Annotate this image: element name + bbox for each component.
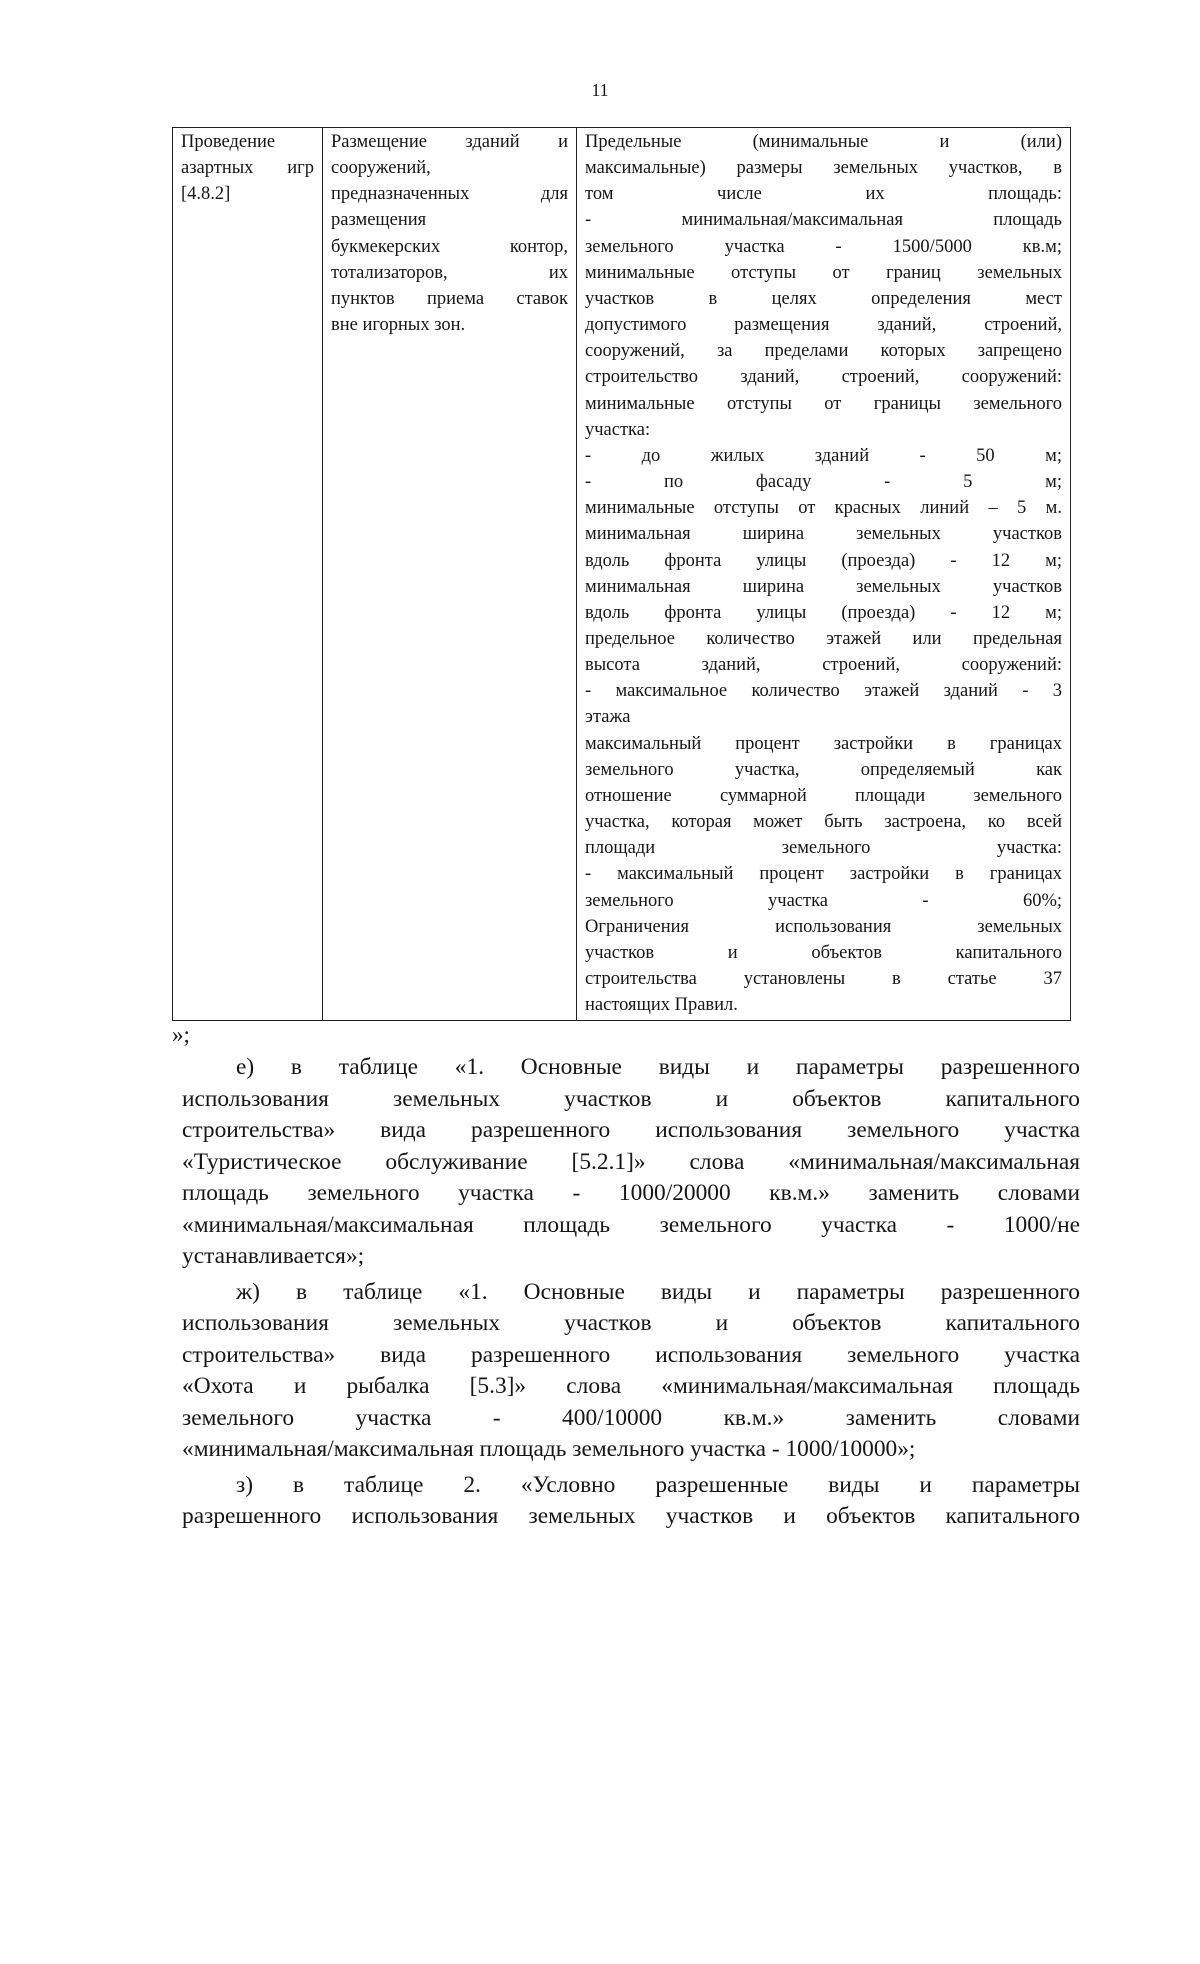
cell-line: строительство зданий, строений, сооружений: bbox=[585, 367, 1062, 388]
cell-line: допустимого размещения зданий, строений, bbox=[585, 315, 1062, 336]
cell-line: том числе их площадь: bbox=[585, 184, 1062, 205]
cell-line: строительства установлены в статье 37 bbox=[585, 969, 1062, 989]
paragraph-line: земельного участка - 400/10000 кв.м.» заменить словами bbox=[182, 1404, 1080, 1431]
cell-line: этажа bbox=[585, 707, 631, 728]
paragraph-line: «Охота и рыбалка [5.3]» слова «минимальная/максимальная площадь bbox=[182, 1373, 1080, 1399]
cell-line: земельного участка, определяемый как bbox=[585, 759, 1062, 780]
table-row bbox=[173, 128, 1071, 1021]
table-cell-use-type bbox=[173, 128, 323, 1021]
paragraph-line: устанавливается»; bbox=[182, 1243, 365, 1269]
cell-line: земельного участка - 1500/5000 кв.м; bbox=[585, 236, 1062, 257]
paragraph-line: использования земельных участков и объектов капитального bbox=[182, 1085, 1080, 1112]
paragraph-zh bbox=[182, 1277, 1080, 1466]
paragraph-line: е) в таблице «1. Основные виды и параметры разрешенного bbox=[236, 1054, 1080, 1080]
cell-line: площади земельного участка: bbox=[585, 838, 1062, 859]
cell-line: максимальный процент застройки в границах bbox=[585, 733, 1062, 754]
cell-line: - минимальная/максимальная площадь bbox=[585, 210, 1062, 231]
table-cell-parameters bbox=[577, 128, 1071, 1021]
description-text bbox=[331, 129, 568, 338]
amendment-body bbox=[182, 1052, 1080, 1537]
cell-line: Предельные (минимальные и (или) bbox=[585, 132, 1062, 152]
table-cell-description bbox=[323, 128, 577, 1021]
cell-line: предназначенных для bbox=[331, 184, 568, 205]
land-use-table bbox=[172, 127, 1071, 1021]
paragraph-line: разрешенного использования земельных участков и объектов капитального bbox=[182, 1503, 1080, 1529]
paragraph-line: «Туристическое обслуживание [5.2.1]» слова «минимальная/максимальная bbox=[182, 1148, 1080, 1175]
paragraph-e bbox=[182, 1052, 1080, 1273]
cell-line: минимальные отступы от границы земельного bbox=[585, 393, 1062, 414]
cell-line: участка: bbox=[585, 419, 651, 440]
cell-line: Ограничения использования земельных bbox=[585, 916, 1062, 937]
cell-line: земельного участка - 60%; bbox=[585, 890, 1062, 911]
paragraph-line: использования земельных участков и объектов капитального bbox=[182, 1310, 1080, 1336]
cell-line: сооружений, bbox=[331, 158, 431, 179]
cell-line: отношение суммарной площади земельного bbox=[585, 785, 1062, 806]
paragraph-line: строительства» вида разрешенного использования земельного участка bbox=[182, 1117, 1080, 1143]
page-number: 11 bbox=[591, 80, 609, 100]
cell-line: минимальная ширина земельных участков bbox=[585, 524, 1062, 545]
cell-line: минимальные отступы от красных линий – 5 м. bbox=[585, 498, 1062, 519]
cell-line: участков и объектов капитального bbox=[585, 942, 1062, 963]
cell-line: сооружений, за пределами которых запрещено bbox=[585, 341, 1062, 362]
paragraph-line: з) в таблице 2. «Условно разрешенные виды и параметры bbox=[236, 1471, 1080, 1498]
cell-line: пунктов приема ставок bbox=[331, 288, 568, 309]
cell-line: участков в целях определения мест bbox=[585, 288, 1062, 309]
cell-line: участка, которая может быть застроена, ко всей bbox=[585, 812, 1062, 833]
cell-line: вдоль фронта улицы (проезда) - 12 м; bbox=[585, 550, 1062, 571]
cell-line: - максимальный процент застройки в границах bbox=[585, 864, 1062, 885]
cell-line: азартных игр bbox=[181, 158, 314, 179]
cell-line: - до жилых зданий - 50 м; bbox=[585, 445, 1062, 466]
cell-line: высота зданий, строений, сооружений: bbox=[585, 655, 1062, 676]
cell-line: предельное количество этажей или предельная bbox=[585, 628, 1062, 649]
paragraph-z bbox=[182, 1470, 1080, 1533]
cell-line: размещения bbox=[331, 210, 427, 231]
paragraph-line: «минимальная/максимальная площадь земельного участка - 1000/не bbox=[182, 1211, 1080, 1238]
cell-line: - по фасаду - 5 м; bbox=[585, 472, 1062, 493]
cell-line: букмекерских контор, bbox=[331, 236, 568, 257]
cell-line: минимальная ширина земельных участков bbox=[585, 576, 1062, 597]
cell-line: Размещение зданий и bbox=[331, 132, 568, 152]
cell-line: Проведение bbox=[181, 132, 276, 152]
use-type-text bbox=[181, 129, 314, 207]
paragraph-line: ж) в таблице «1. Основные виды и параметры разрешенного bbox=[236, 1278, 1080, 1305]
cell-line: вдоль фронта улицы (проезда) - 12 м; bbox=[585, 602, 1062, 623]
paragraph-line: строительства» вида разрешенного использования земельного участка bbox=[182, 1341, 1080, 1368]
cell-line: [4.8.2] bbox=[181, 184, 231, 205]
cell-line: минимальные отступы от границ земельных bbox=[585, 262, 1062, 283]
paragraph-line: площадь земельного участка - 1000/20000 кв.м.» заменить словами bbox=[182, 1180, 1080, 1206]
parameters-text bbox=[585, 129, 1062, 1018]
cell-line: настоящих Правил. bbox=[585, 995, 738, 1016]
closing-quote: »; bbox=[172, 1022, 190, 1047]
cell-line: максимальные) размеры земельных участков, в bbox=[585, 158, 1062, 179]
cell-line: вне игорных зон. bbox=[331, 315, 466, 336]
paragraph-line: «минимальная/максимальная площадь земельного участка - 1000/10000»; bbox=[182, 1436, 916, 1462]
cell-line: - максимальное количество этажей зданий - 3 bbox=[585, 681, 1062, 702]
cell-line: тотализаторов, их bbox=[331, 262, 568, 283]
